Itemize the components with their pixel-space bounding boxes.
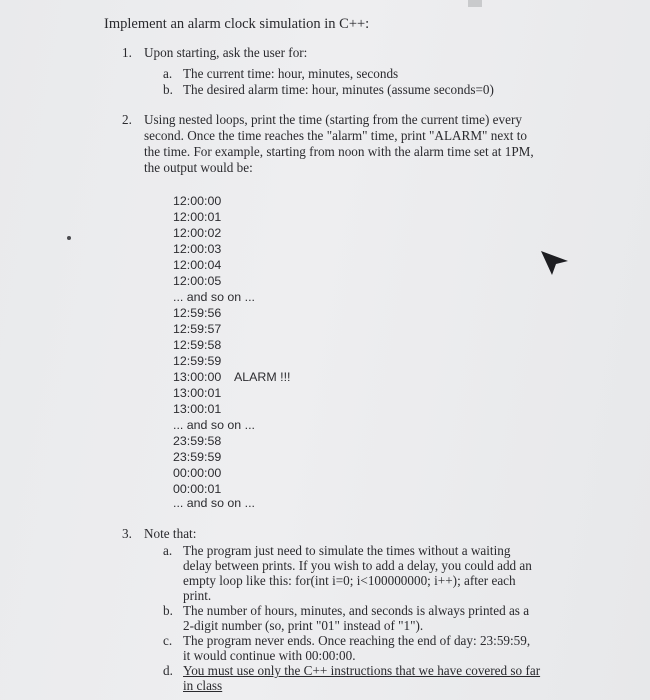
output-line: 12:00:04 [173,258,222,272]
output-line: 12:59:57 [173,322,222,336]
output-line: 12:59:56 [173,306,222,320]
item-3c-line: it would continue with 00:00:00. [183,648,356,663]
output-line: 23:59:59 [173,450,222,464]
item-3a-line: delay between prints. If you wish to add a delay, you could add an [183,558,532,573]
output-line: 12:59:59 [173,354,222,368]
item-3d-label: d. [163,663,173,678]
alarm-label: ALARM !!! [234,370,291,384]
item-3b-label: b. [163,603,173,618]
mouse-pointer-icon [538,248,572,278]
item-3b-line: The number of hours, minutes, and seconds is always printed as a [183,603,530,618]
output-line: 13:00:01 [173,402,222,416]
item-1b-text: The desired alarm time: hour, minutes (assume seconds=0) [183,82,494,97]
output-line: 12:00:00 [173,194,222,208]
item-2-line: second. Once the time reaches the "alarm" time, print "ALARM" next to [144,128,527,143]
item-3d-line: You must use only the C++ instructions that we have covered so far [183,663,541,678]
output-line: 00:00:01 [173,482,222,496]
output-line: 13:00:01 [173,386,222,400]
item-3a-label: a. [163,543,173,558]
output-line: 12:00:01 [173,210,222,224]
page-title: Implement an alarm clock simulation in C++: [104,16,370,32]
output-line: ... and so on ... [173,418,255,432]
output-line: ... and so on ... [173,290,255,304]
item-1a-label: a. [163,66,173,81]
item-3d-line: in class [183,678,223,693]
item-2-line: Using nested loops, print the time (starting from the current time) every [144,112,522,127]
stray-dot [67,236,71,240]
cropped-header-edge [468,0,482,7]
item-3-number: 3. [122,526,132,541]
item-3a-line: empty loop like this: for(int i=0; i<100000000; i++); after each [183,573,516,588]
output-line: 12:00:02 [173,226,222,240]
item-2-number: 2. [122,112,132,127]
item-3a-line: print. [183,588,212,603]
item-3-text: Note that: [144,526,197,541]
output-line: 12:00:03 [173,242,222,256]
output-line: 12:59:58 [173,338,222,352]
output-line: ... and so on ... [173,496,255,510]
item-2-line: the output would be: [144,160,253,175]
item-3c-line: The program never ends. Once reaching the end of day: 23:59:59, [183,633,531,648]
output-line: 13:00:00 [173,370,222,384]
output-line: 23:59:58 [173,434,222,448]
item-3c-label: c. [163,633,173,648]
item-1b-label: b. [163,82,173,97]
item-3b-line: 2-digit number (so, print "01" instead of "1"). [183,618,424,633]
item-3a-line: The program just need to simulate the times without a waiting [183,543,511,558]
output-line: 00:00:00 [173,466,222,480]
item-1-number: 1. [122,45,132,60]
item-1a-text: The current time: hour, minutes, seconds [183,66,399,81]
item-1-text: Upon starting, ask the user for: [144,45,308,60]
output-line: 12:00:05 [173,274,222,288]
item-2-line: the time. For example, starting from noon with the alarm time set at 1PM, [144,144,534,159]
